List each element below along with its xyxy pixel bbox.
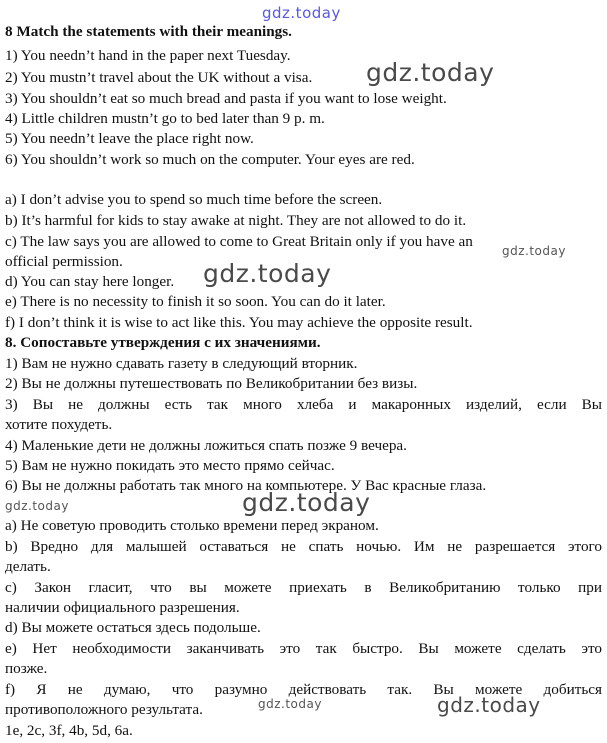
ru-meaning-b-cont: делать. (5, 558, 51, 575)
ru-statement-3-cont: хотите похудеть. (5, 416, 113, 433)
en-meaning-d: d) You can stay here longer. (5, 273, 175, 290)
watermark-logo: gdz.today (366, 58, 495, 87)
russian-title: 8. Сопоставьте утверждения с их значениями. (5, 334, 321, 351)
watermark-logo: gdz.today (262, 4, 341, 22)
en-statement-3: 3) You shouldn’t eat so much bread and pasta if you want to lose weight. (5, 90, 447, 107)
ru-statement-4: 4) Маленькие дети не должны ложиться спать позже 9 вечера. (5, 437, 407, 454)
en-meaning-c: c) The law says you are allowed to come to Great Britain only if you have an (5, 233, 473, 250)
ru-meaning-a: а) Не советую проводить столько времени перед экраном. (5, 517, 379, 534)
en-meaning-e: e) There is no necessity to finish it so soon. You can do it later. (5, 293, 386, 310)
answer-key: 1e, 2c, 3f, 4b, 5d, 6a. (5, 722, 133, 739)
en-statement-4: 4) Little children mustn’t go to bed later than 9 p. m. (5, 110, 325, 127)
ru-meaning-c-cont: наличии официального разрешения. (5, 599, 240, 616)
ru-statement-1: 1) Вам не нужно сдавать газету в следующий вторник. (5, 355, 358, 372)
ru-meaning-e: e) Нет необходимости заканчивать это так быстро. Вы можете сделать это (5, 640, 602, 657)
ru-meaning-b: b) Вредно для малышей оставаться не спать ночью. Им не разрешается этого (5, 538, 602, 555)
ru-statement-3: 3) Вы не должны есть так много хлеба и макаронных изделий, если Вы (5, 396, 602, 413)
en-meaning-f: f) I don’t think it is wise to act like this. You may achieve the opposite result. (5, 314, 473, 331)
ru-statement-2: 2) Вы не должны путешествовать по Великобритании без визы. (5, 375, 418, 392)
watermark-logo: gdz.today (502, 244, 566, 258)
en-meaning-b: b) It’s harmful for kids to stay awake at night. They are not allowed to do it. (5, 212, 467, 229)
en-statement-1: 1) You needn’t hand in the paper next Tuesday. (5, 47, 291, 64)
ru-meaning-d: d) Вы можете остаться здесь подольше. (5, 619, 261, 636)
ru-statement-5: 5) Вам не нужно покидать это место прямо сейчас. (5, 457, 335, 474)
ru-meaning-f-cont: противоположного результата. (5, 701, 203, 718)
watermark-logo: gdz.today (258, 697, 322, 711)
watermark-logo: gdz.today (5, 499, 69, 513)
en-meaning-c-cont: official permission. (5, 253, 123, 270)
watermark-logo: gdz.today (203, 259, 332, 288)
english-title: 8 Match the statements with their meanings. (5, 23, 292, 40)
en-statement-5: 5) You needn’t leave the place right now. (5, 130, 254, 147)
ru-meaning-f: f) Я не думаю, что разумно действовать так. Вы можете добиться (5, 681, 602, 698)
en-statement-2: 2) You mustn’t travel about the UK without a visa. (5, 69, 313, 86)
watermark-logo: gdz.today (437, 693, 541, 717)
en-statement-6: 6) You shouldn’t work so much on the computer. Your eyes are red. (5, 151, 415, 168)
watermark-logo: gdz.today (242, 488, 371, 517)
en-meaning-a: a) I don’t advise you to spend so much time before the screen. (5, 191, 383, 208)
ru-meaning-c: c) Закон гласит, что вы можете приехать в Великобританию только при (5, 579, 602, 596)
ru-meaning-e-cont: позже. (5, 660, 48, 677)
ru-statement-6: 6) Вы не должны работать так много на компьютере. У Вас красные глаза. (5, 477, 487, 494)
